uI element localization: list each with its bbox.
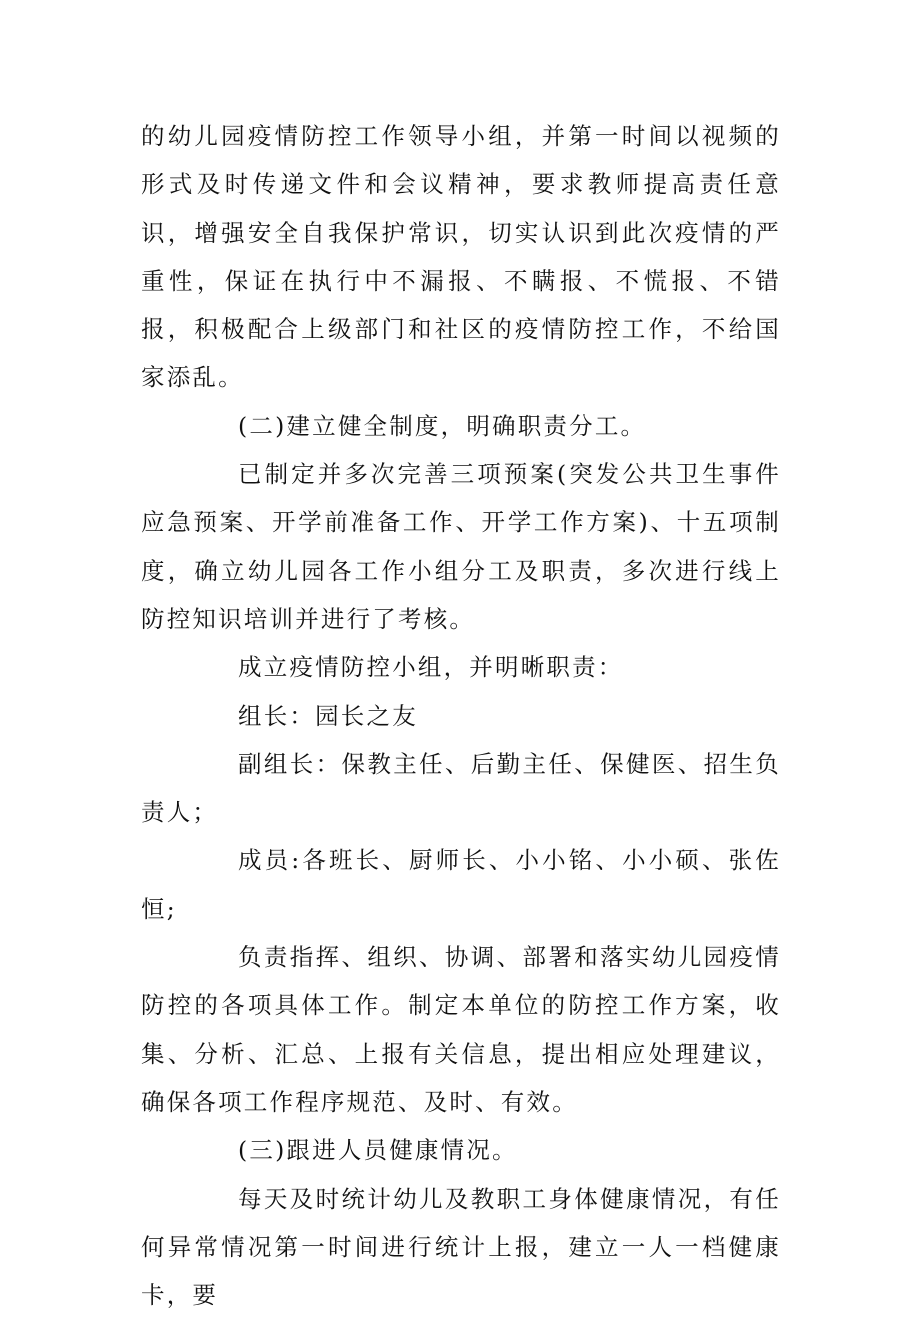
document-body [141,112,781,1319]
paragraph-plans: 已制定并多次完善三项预案(突发公共卫生事件应急预案、开学前准备工作、开学工作方案)、十五项制度，确立幼儿园各工作小组分工及职责，多次进行线上防控知识培训并进行了考核。 [141,460,781,633]
paragraph-deputy-leaders: 副组长：保教主任、后勤主任、保健医、招生负责人； [141,749,781,827]
paragraph-leader: 组长：园长之友 [238,701,418,730]
paragraph-members: 成员:各班长、厨师长、小小铭、小小硕、张佐恒; [141,846,781,923]
section-heading-2: (二)建立健全制度，明确职责分工。 [238,411,647,440]
section-heading-3: (三)跟进人员健康情况。 [238,1136,518,1165]
paragraph-leadership-group: 的幼儿园疫情防控工作领导小组，并第一时间以视频的形式及时传递文件和会议精神，要求教师提高责任意识，增强安全自我保护常识，切实认识到此次疫情的严重性，保证在执行中不漏报、不瞒报、不慌报、不错报，积极配合上级部门和社区的疫情防控工作，不给国家添乱。 [141,122,781,392]
paragraph-group-intro: 成立疫情防控小组，并明晰职责： [238,653,624,682]
paragraph-responsibilities: 负责指挥、组织、协调、部署和落实幼儿园疫情防控的各项具体工作。制定本单位的防控工作方案，收集、分析、汇总、上报有关信息，提出相应处理建议，确保各项工作程序规范、及时、有效。 [141,943,781,1116]
paragraph-health-tracking: 每天及时统计幼儿及教职工身体健康情况，有任何异常情况第一时间进行统计上报，建立一人一档健康卡，要 [141,1184,781,1310]
